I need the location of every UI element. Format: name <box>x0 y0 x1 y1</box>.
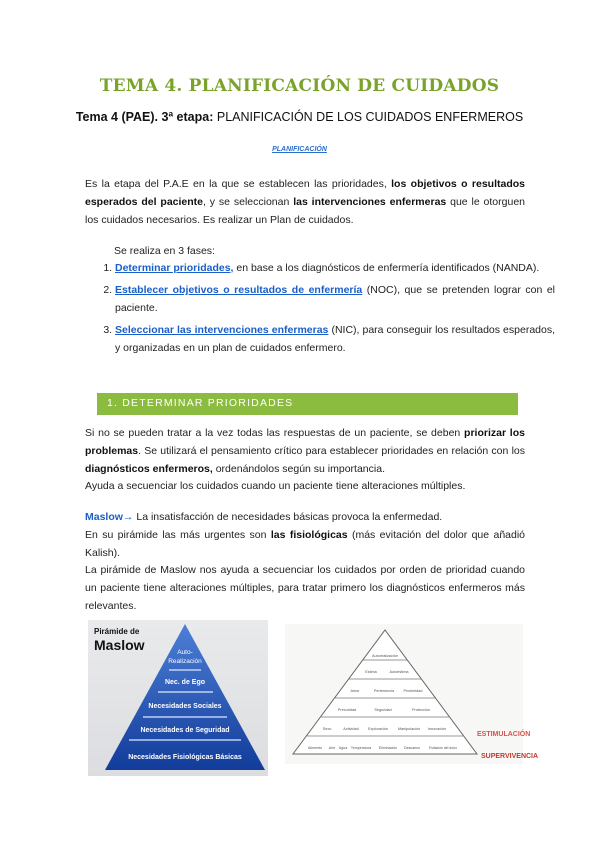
fase-text-2: (NOC), que se pretenden lograr con el paciente. <box>115 284 555 314</box>
intro-paragraph <box>85 175 525 229</box>
section-heading: 1. DETERMINAR PRIORIDADES <box>107 397 294 409</box>
subtitle-main: PLANIFICACIÓN DE LOS CUIDADOS ENFERMEROS <box>216 110 524 124</box>
p3-text-2: (más evitación del dolor que añadió Kalish). <box>85 529 526 559</box>
r6-cell: Descanso <box>404 746 420 750</box>
sec-bold-2: diagnósticos enfermeros, <box>85 463 213 475</box>
sec-text-2: . Se utilizará el pensamiento crítico para establecer prioridades en relación con los <box>138 445 525 457</box>
sec-text-1: Si no se pueden tratar a la vez todas las respuestas de un paciente, se deben <box>85 427 465 439</box>
label-supervivencia: SUPERVIVENCIA <box>481 753 539 760</box>
r4-cell: Precuridad <box>337 708 357 712</box>
fase-item <box>115 281 555 317</box>
intro-bold-1: los objetivos o resultados esperados del paciente <box>85 178 525 208</box>
section-paragraph-3 <box>85 526 525 562</box>
fase-text-3: (NIC), para conseguir los resultados esperados, y organizadas en un plan de cuidados enfermero. <box>115 324 556 354</box>
fase-link-1[interactable]: Determinar prioridades, <box>115 262 234 274</box>
needs-pyramid-svg <box>285 624 539 764</box>
section-heading-bar <box>97 393 518 415</box>
r5-cell: Actividad <box>343 727 359 731</box>
r2-cell: Autoestima <box>389 670 409 674</box>
maslow-pyramid-image <box>88 620 268 776</box>
fase-link-2[interactable]: Establecer objetivos o resultados de enfermería <box>115 284 363 296</box>
level-seguridad: Necesidades de Seguridad <box>140 727 230 734</box>
r5-cell: Exploración <box>368 727 388 731</box>
subtitle-prefix: Tema 4 (PAE). 3ª etapa: <box>75 110 214 124</box>
planificacion-link[interactable]: PLANIFICACIÓN <box>272 146 327 153</box>
intro-text-4: Es realizar un Plan de cuidados. <box>202 214 354 226</box>
label-estimulacion: ESTIMULACIÓN <box>477 731 531 738</box>
level-ego: Nec. de Ego <box>164 679 206 686</box>
r4-cell: Protección <box>412 708 430 712</box>
level-realizacion: Realización <box>168 658 202 665</box>
page-subtitle <box>0 110 599 124</box>
r6-cell: Alimento <box>308 746 322 750</box>
fase-link-3[interactable]: Seleccionar las intervenciones enfermeras <box>115 324 329 336</box>
intro-text-3: que le otorguen los cuidados necesarios. <box>85 196 525 226</box>
section-paragraph-4: La pirámide de Maslow nos ayuda a secuenciar los cuidados por orden de prioridad cuando un paciente tiene alteraciones múltiples, para tratar primero los diagnósticos enfermeros más relevantes. <box>85 564 525 612</box>
intro-bold-2: las intervenciones enfermeras <box>293 196 447 208</box>
fase-item <box>115 259 555 277</box>
fases-intro: Se realiza en 3 fases: <box>114 245 215 257</box>
level-auto: Auto- <box>177 649 193 656</box>
maslow-label: Maslow→ <box>85 511 134 523</box>
r6-cell: Evitación del dolor <box>429 746 457 750</box>
level-sociales: Necesidades Sociales <box>148 703 222 710</box>
r4-cell: Seguridad <box>374 708 392 712</box>
r5-cell: Sexo <box>322 727 332 731</box>
page-title: TEMA 4. PLANIFICACIÓN DE CUIDADOS <box>99 76 500 96</box>
p3-text-1: En su pirámide las más urgentes son <box>85 529 271 541</box>
r2-cell: Estima <box>365 670 377 674</box>
fase-item <box>115 321 555 357</box>
maslow-pyramid-svg <box>88 620 268 776</box>
intro-text-1: Es la etapa del P.A.E en la que se establecen las prioridades, <box>85 178 392 190</box>
fase-text-1: en base a los diagnósticos de enfermería identificados (NANDA). <box>233 262 540 274</box>
sec-bold-1: priorizar los problemas <box>85 427 525 457</box>
r6-cell: Eliminación <box>378 746 398 750</box>
r6-cell: Agua <box>338 746 348 750</box>
r6-cell: Temperatura <box>350 746 372 750</box>
maslow-paragraph <box>85 508 525 526</box>
section-paragraph-1 <box>85 424 525 478</box>
fases-list <box>85 259 555 361</box>
level-fisiologicas: Necesidades Fisiológicas Básicas <box>128 754 242 761</box>
r5-cell: Innovación <box>427 727 447 731</box>
r6-cell: Aire <box>328 746 336 750</box>
r1-cell: Autorealización <box>372 654 398 658</box>
r3-cell: Pertenencia <box>373 689 395 693</box>
needs-pyramid-image <box>285 624 539 764</box>
r3-cell: Amor <box>350 689 360 693</box>
intro-text-2: , y se seleccionan <box>203 196 294 208</box>
maslow-caption-2: Maslow <box>94 637 145 653</box>
p3-bold: las fisiológicas <box>270 529 348 541</box>
maslow-caption-1: Pirámide de <box>94 627 140 636</box>
section-paragraph-2: Ayuda a secuenciar los cuidados cuando un paciente tiene alteraciones múltiples. <box>85 480 466 492</box>
r5-cell: Manipulación <box>397 727 421 731</box>
r3-cell: Proximidad <box>403 689 423 693</box>
maslow-text: La insatisfacción de necesidades básicas provoca la enfermedad. <box>133 511 443 523</box>
sec-text-3: ordenándolos según su importancia. <box>212 463 385 475</box>
